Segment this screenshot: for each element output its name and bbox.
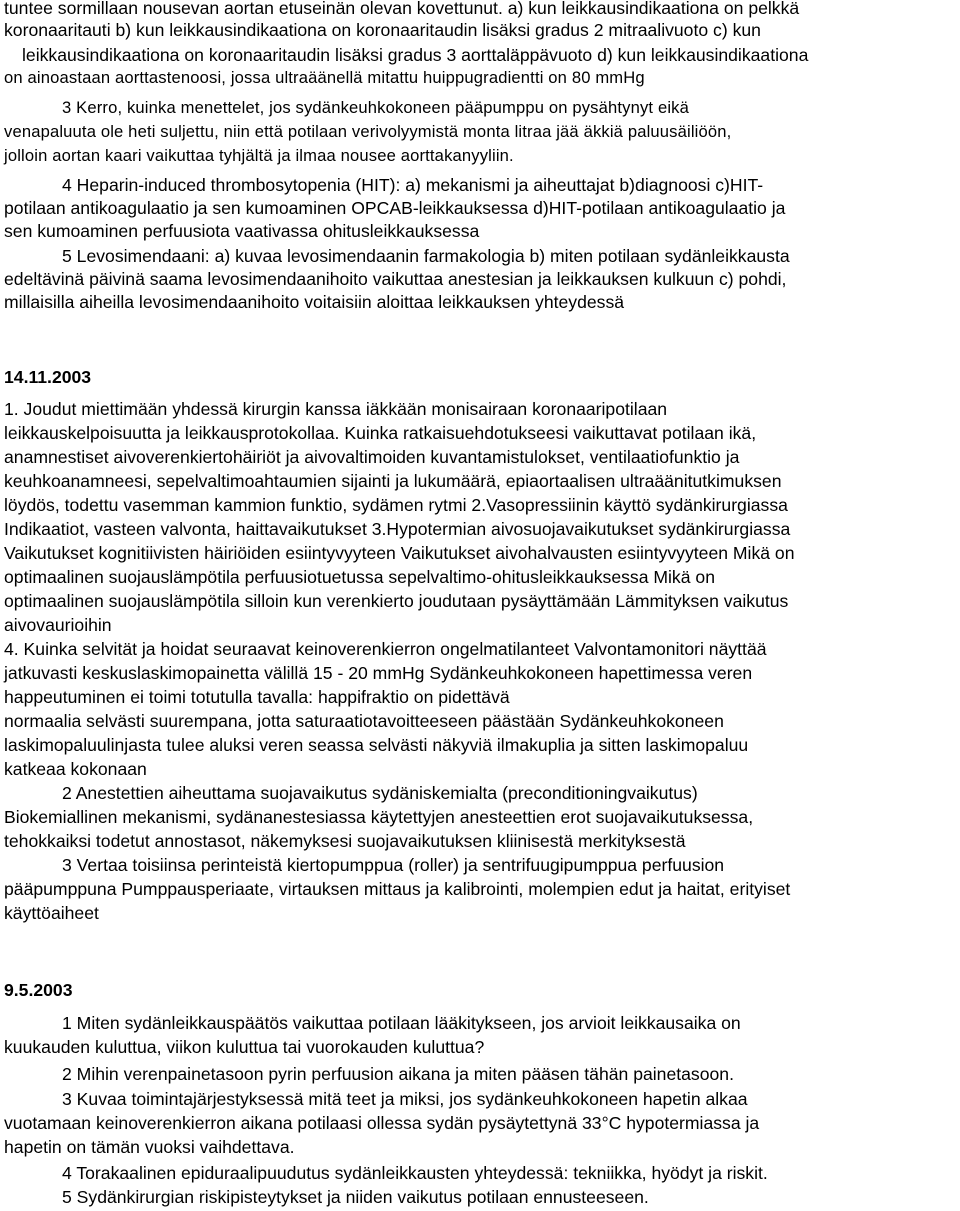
text-line: 4 Heparin-induced thrombosytopenia (HIT): a) mekanismi ja aiheuttajat b)diagnoosi c)HIT- [62, 175, 764, 195]
text-line: koronaaritauti b) kun leikkausindikaationa on koronaaritaudin lisäksi gradus 2 mitraalivuoto c) kun [4, 20, 761, 40]
text-line: keuhkoanamneesi, sepelvaltimoahtaumien sijainti ja lukumäärä, epiaortaalisen ultraäänitutkimuksen [4, 471, 782, 491]
text-line: jatkuvasti keskuslaskimopainetta välillä 15 - 20 mmHg Sydänkeuhkokoneen hapettimessa veren [4, 663, 753, 683]
text-line: 2 Anestettien aiheuttama suojavaikutus sydäniskemialta (preconditioningvaikutus) [62, 783, 698, 803]
text-line: Indikaatiot, vasteen valvonta, haittavaikutukset 3.Hypotermian aivosuojavaikutukset sydänkirurgiassa [4, 519, 791, 539]
text-line: normaalia selvästi suurempana, jotta saturaatiotavoitteeseen päästään Sydänkeuhkokoneen [4, 711, 724, 731]
text-line: Biokemiallinen mekanismi, sydänanestesiassa käytettyjen anesteettien erot suojavaikutuksessa, [4, 807, 754, 827]
text-line: jolloin aortan kaari vaikuttaa tyhjältä ja ilmaa nousee aorttakanyyliin. [4, 146, 514, 165]
text-line: 4 Torakaalinen epiduraalipuudutus sydänleikkausten yhteydessä: tekniikka, hyödyt ja riskit. [62, 1163, 768, 1183]
text-line: 3 Kuvaa toimintajärjestyksessä mitä teet ja miksi, jos sydänkeuhkokoneen hapetin alkaa [62, 1089, 748, 1109]
text-line: vuotamaan keinoverenkierron aikana potilaasi ollessa sydän pysäytettynä 33°C hypotermiassa ja [4, 1113, 760, 1133]
text-line: anamnestiset aivoverenkiertohäiriöt ja aivovaltimoiden kuvantamistulokset, ventilaatiofunktio ja [4, 447, 740, 467]
text-line: 3 Vertaa toisiinsa perinteistä kiertopumppua (roller) ja sentrifuugipumppua perfuusion [62, 855, 725, 875]
text-line: venapaluuta ole heti suljettu, niin että potilaan verivolyymistä monta litraa jää äkkiä paluusäiliöön, [4, 122, 732, 141]
text-line: 3 Kerro, kuinka menettelet, jos sydänkeuhkokoneen pääpumppu on pysähtynyt eikä [62, 98, 689, 117]
text-line: laskimopaluulinjasta tulee aluksi veren seassa selvästi näkyviä ilmakuplia ja sitten laskimopaluu [4, 735, 749, 755]
text-line: 5 Sydänkirurgian riskipisteytykset ja niiden vaikutus potilaan ennusteeseen. [62, 1187, 649, 1207]
text-line: 5 Levosimendaani: a) kuvaa levosimendaanin farmakologia b) miten potilaan sydänleikkausta [62, 246, 790, 266]
text-line: 1 Miten sydänleikkauspäätös vaikuttaa potilaan lääkitykseen, jos arvioit leikkausaika on [62, 1013, 741, 1033]
text-line: optimaalinen suojauslämpötila perfuusiotuetussa sepelvaltimo-ohitusleikkauksessa Mikä on [4, 567, 715, 587]
text-line: hapetin on tämän vuoksi vaihdettava. [4, 1137, 295, 1157]
text-line: Vaikutukset kognitiivisten häiriöiden esiintyvyyteen Vaikutukset aivohalvausten esiintyvyyteen Mikä on [4, 543, 795, 563]
text-line: tehokkaiksi todetut annostasot, näkemyksesi suojavaikutuksen kliinisestä merkityksestä [4, 831, 686, 851]
section-date: 9.5.2003 [4, 980, 73, 1000]
text-line: pääpumppuna Pumppausperiaate, virtauksen mittaus ja kalibrointi, molempien edut ja haitat, erityiset [4, 879, 791, 899]
text-line: tuntee sormillaan nousevan aortan etuseinän olevan kovettunut. a) kun leikkausindikaationa on pelkkä [4, 0, 800, 18]
text-line: 1. Joudut miettimään yhdessä kirurgin kanssa iäkkään monisairaan koronaaripotilaan [4, 399, 668, 419]
text-line: leikkausindikaationa on koronaaritaudin lisäksi gradus 3 aorttaläppävuoto d) kun leikkausindikaationa [22, 45, 809, 65]
text-line: happeutuminen ei toimi totutulla tavalla: happifraktio on pidettävä [4, 687, 510, 707]
text-line: kuukauden kuluttua, viikon kuluttua tai vuorokauden kuluttua? [4, 1037, 485, 1057]
text-line: käyttöaiheet [4, 903, 99, 923]
text-line: on ainoastaan aorttastenoosi, jossa ultraäänellä mitattu huippugradientti on 80 mmHg [4, 68, 645, 87]
section-date: 14.11.2003 [4, 367, 92, 387]
text-line: 4. Kuinka selvität ja hoidat seuraavat keinoverenkierron ongelmatilanteet Valvontamonitori näyttää [4, 639, 767, 659]
text-line: löydös, todettu vasemman kammion funktio, sydämen rytmi 2.Vasopressiinin käyttö sydänkirurgiassa [4, 495, 788, 515]
text-line: sen kumoaminen perfuusiota vaativassa ohitusleikkauksessa [4, 221, 480, 241]
text-line: leikkauskelpoisuutta ja leikkausprotokollaa. Kuinka ratkaisuehdotukseesi vaikuttavat potilaan ikä, [4, 423, 757, 443]
text-line: edeltävinä päivinä saama levosimendaanihoito vaikuttaa anestesian ja leikkauksen kulkuun c) pohdi, [4, 269, 787, 289]
text-line: millaisilla aiheilla levosimendaanihoito voitaisiin aloittaa leikkauksen yhteydessä [4, 292, 625, 312]
text-line: potilaan antikoagulaatio ja sen kumoaminen OPCAB-leikkauksessa d)HIT-potilaan antikoagulaatio ja [4, 198, 786, 218]
text-line: katkeaa kokonaan [4, 759, 147, 779]
text-line: 2 Mihin verenpainetasoon pyrin perfuusion aikana ja miten pääsen tähän painetasoon. [62, 1064, 734, 1084]
text-line: aivovaurioihin [4, 615, 112, 635]
text-line: optimaalinen suojauslämpötila silloin kun verenkierto joudutaan pysäyttämään Lämmityksen vaikutus [4, 591, 789, 611]
